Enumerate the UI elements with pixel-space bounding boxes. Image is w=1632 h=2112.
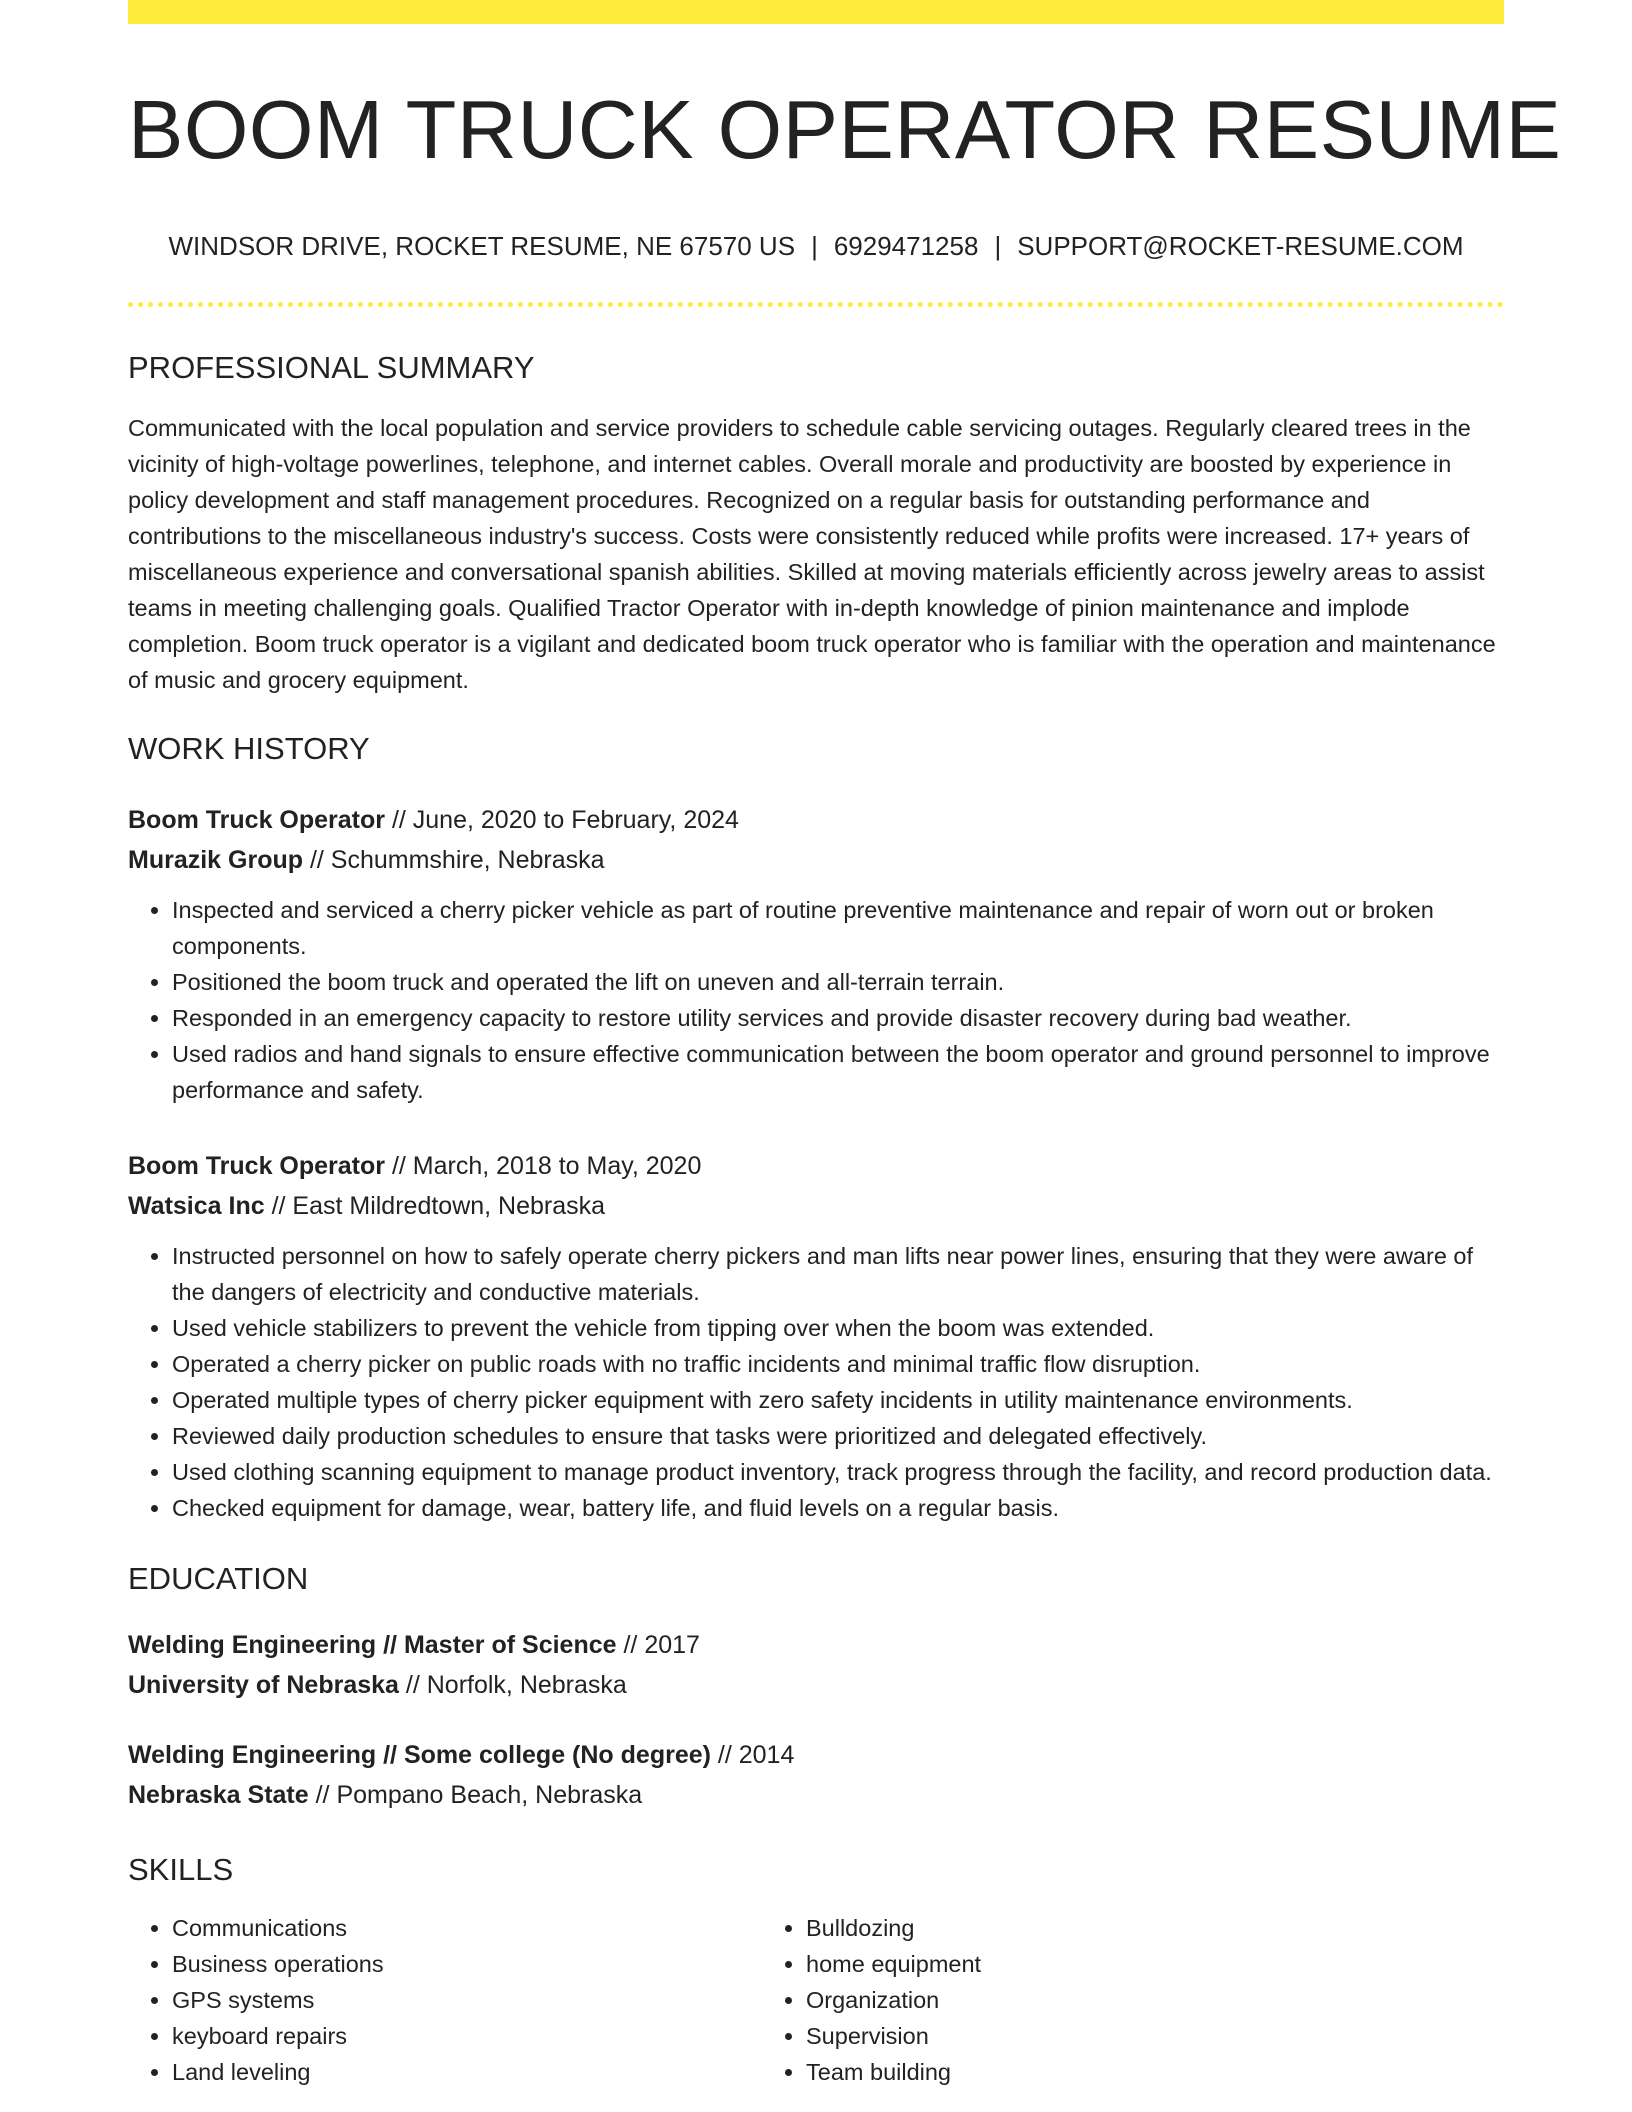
contact-email: SUPPORT@ROCKET-RESUME.COM bbox=[1017, 231, 1464, 262]
skills-grid bbox=[128, 1910, 1504, 2090]
education-entry bbox=[128, 1735, 1504, 1815]
list-item: • Positioned the boom truck and operated the lift on uneven and all-terrain terrain. bbox=[172, 964, 1504, 1000]
school-line bbox=[128, 1775, 1504, 1815]
list-item: • Instructed personnel on how to safely operate cherry pickers and man lifts near power lines, ensuring that they were aware of the dangers of electricity and conductive materials. bbox=[172, 1238, 1504, 1310]
summary-text: Communicated with the local population and service providers to schedule cable servicing outages. Regularly cleared trees in the vicinity of high-voltage powerlines, telephone, and internet cables. Overall morale and productivity are boosted by experience in policy development and staff management procedures. Recognized on a regular basis for outstanding performance and contributions to the miscellaneous industry's success. Costs were consistently reduced while profits were increased. 17+ years of miscellaneous experience and conversational spanish abilities. Skilled at moving materials efficiently across jewelry areas to assist teams in meeting challenging goals. Qualified Tractor Operator with in-depth knowledge of pinion maintenance and implode completion. Boom truck operator is a vigilant and dedicated boom truck operator who is familiar with the operation and maintenance of music and grocery equipment. bbox=[128, 415, 1496, 694]
school-line bbox=[128, 1665, 1504, 1705]
degree-year: // 2014 bbox=[710, 1740, 795, 1769]
skill-item: • Land leveling bbox=[172, 2054, 762, 2090]
job-bullets bbox=[128, 1238, 1504, 1526]
school-location: // Pompano Beach, Nebraska bbox=[308, 1780, 643, 1809]
skill-item: • Business operations bbox=[172, 1946, 762, 1982]
list-item: • Operated a cherry picker on public roads with no traffic incidents and minimal traffic flow disruption. bbox=[172, 1346, 1504, 1382]
contact-address: WINDSOR DRIVE, ROCKET RESUME, NE 67570 US bbox=[168, 231, 796, 262]
contact-phone: 6929471258 bbox=[833, 231, 979, 262]
job-location: // East Mildredtown, Nebraska bbox=[264, 1191, 606, 1220]
job-company-line bbox=[128, 840, 1504, 880]
work-history-heading: WORK HISTORY bbox=[128, 731, 370, 767]
school: University of Nebraska bbox=[128, 1670, 399, 1699]
skill-item: • home equipment bbox=[806, 1946, 1396, 1982]
job-title-line bbox=[128, 1146, 1504, 1186]
skill-item: • GPS systems bbox=[172, 1982, 762, 2018]
job-title: Boom Truck Operator bbox=[128, 805, 385, 834]
job-company: Watsica Inc bbox=[128, 1191, 265, 1220]
accent-bar bbox=[128, 0, 1504, 24]
job-dates: // June, 2020 to February, 2024 bbox=[385, 805, 739, 834]
contact-separator: | bbox=[811, 231, 818, 262]
contact-separator: | bbox=[994, 231, 1002, 262]
skills-column-left bbox=[128, 1910, 762, 2090]
school: Nebraska State bbox=[128, 1780, 309, 1809]
list-item: • Responded in an emergency capacity to restore utility services and provide disaster recovery during bad weather. bbox=[172, 1000, 1504, 1036]
list-item: • Reviewed daily production schedules to ensure that tasks were prioritized and delegated effectively. bbox=[172, 1418, 1504, 1454]
degree: Welding Engineering // Some college (No degree) bbox=[128, 1740, 711, 1769]
skill-item: • Communications bbox=[172, 1910, 762, 1946]
skill-item: • Bulldozing bbox=[806, 1910, 1396, 1946]
list-item: • Used vehicle stabilizers to prevent the vehicle from tipping over when the boom was extended. bbox=[172, 1310, 1504, 1346]
job-bullets bbox=[128, 892, 1504, 1108]
skill-item: • Organization bbox=[806, 1982, 1396, 2018]
contact-line bbox=[128, 231, 1504, 262]
job-title-line bbox=[128, 800, 1504, 840]
degree-year: // 2017 bbox=[616, 1630, 700, 1659]
degree-line bbox=[128, 1735, 1504, 1775]
skill-item: • keyboard repairs bbox=[172, 2018, 762, 2054]
school-location: // Norfolk, Nebraska bbox=[398, 1670, 627, 1699]
summary-heading: PROFESSIONAL SUMMARY bbox=[128, 350, 535, 386]
skills-column-right bbox=[762, 1910, 1396, 2090]
degree: Welding Engineering // Master of Science bbox=[128, 1630, 617, 1659]
degree-line bbox=[128, 1625, 1504, 1665]
skill-item: • Supervision bbox=[806, 2018, 1396, 2054]
job-company: Murazik Group bbox=[128, 845, 304, 874]
education-heading: EDUCATION bbox=[128, 1560, 309, 1596]
job-dates: // March, 2018 to May, 2020 bbox=[385, 1151, 702, 1180]
page-title: BOOM TRUCK OPERATOR RESUME bbox=[128, 83, 1562, 176]
skill-item: • Team building bbox=[806, 2054, 1396, 2090]
list-item: • Used clothing scanning equipment to manage product inventory, track progress through the facility, and record production data. bbox=[172, 1454, 1504, 1490]
list-item: • Inspected and serviced a cherry picker vehicle as part of routine preventive maintenance and repair of worn out or broken components. bbox=[172, 892, 1504, 964]
resume-page bbox=[128, 0, 1562, 2090]
job-entry bbox=[128, 800, 1504, 1108]
list-item: • Checked equipment for damage, wear, battery life, and fluid levels on a regular basis. bbox=[172, 1490, 1504, 1526]
job-entry bbox=[128, 1146, 1504, 1526]
job-title: Boom Truck Operator bbox=[128, 1151, 385, 1180]
list-item: • Used radios and hand signals to ensure effective communication between the boom operator and ground personnel to improve performance and safety. bbox=[172, 1036, 1504, 1108]
education-entry bbox=[128, 1625, 1504, 1705]
skills-heading: SKILLS bbox=[128, 1851, 234, 1887]
job-company-line bbox=[128, 1186, 1504, 1226]
list-item: • Operated multiple types of cherry picker equipment with zero safety incidents in utility maintenance environments. bbox=[172, 1382, 1504, 1418]
job-location: // Schummshire, Nebraska bbox=[303, 845, 605, 874]
dotted-divider bbox=[128, 302, 1504, 307]
